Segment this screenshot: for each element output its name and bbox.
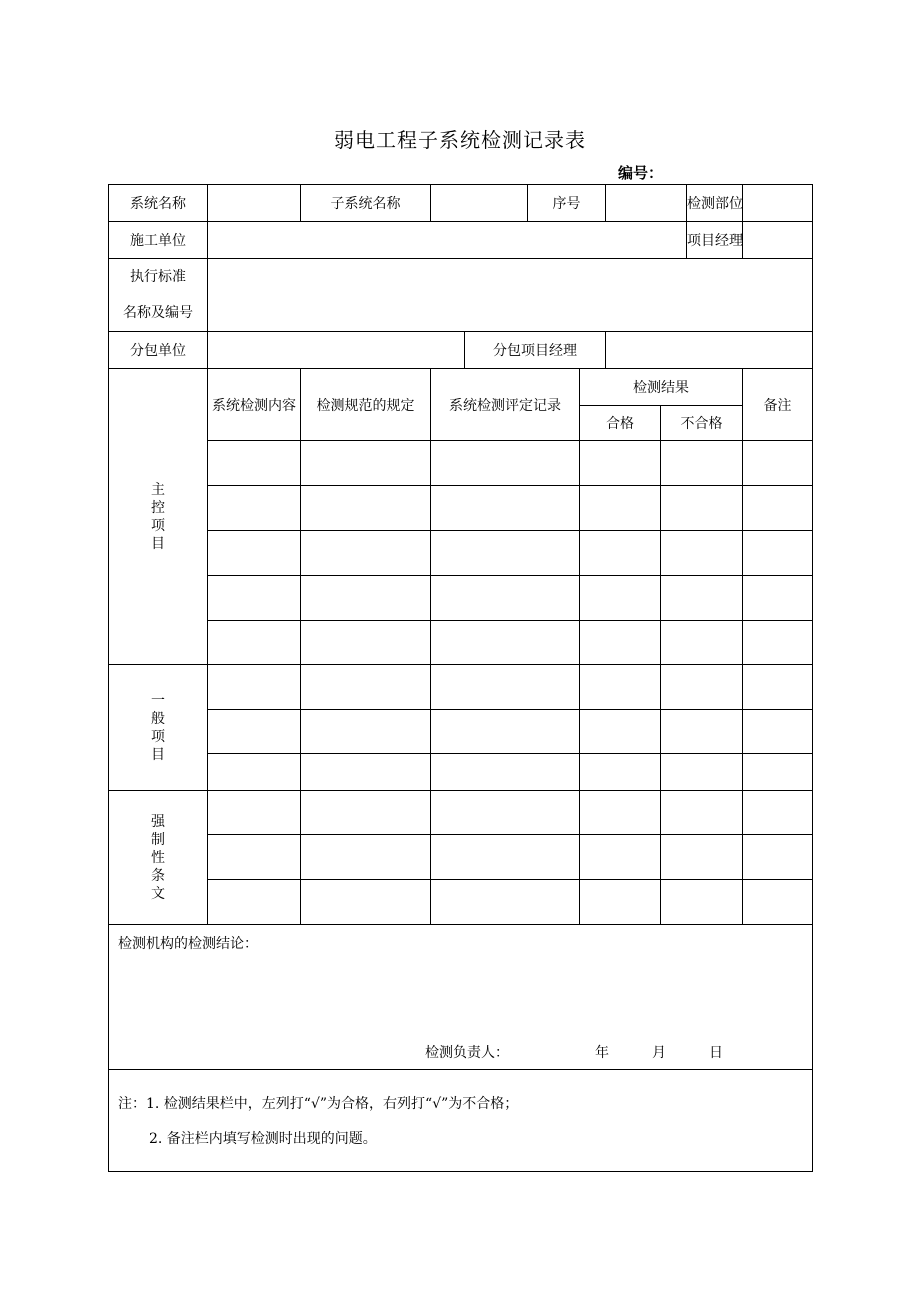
col-result-header: 检测结果	[580, 369, 743, 406]
inspection-location-label: 检测部位	[687, 185, 743, 222]
standard-label	[109, 259, 208, 332]
col-pass-header: 合格	[580, 406, 661, 441]
standard-label-line2: 名称及编号	[123, 305, 193, 321]
subsystem-name-field[interactable]	[431, 185, 528, 222]
conclusion-cell[interactable]	[109, 925, 813, 1070]
project-manager-field[interactable]	[743, 222, 813, 259]
standard-label-line1: 执行标准	[130, 269, 186, 285]
table-row	[109, 486, 813, 531]
note-1: 注：1. 检测结果栏中，左列打“√”为合格，右列打“√”为不合格；	[118, 1096, 519, 1112]
table-row	[109, 576, 813, 621]
section-general-text: 一般项目	[151, 692, 165, 763]
table-row	[109, 531, 813, 576]
subsystem-name-label: 子系统名称	[301, 185, 431, 222]
col-record-header: 系统检测评定记录	[431, 369, 580, 441]
system-name-label: 系统名称	[109, 185, 208, 222]
year-label: 年	[595, 1045, 609, 1061]
project-manager-label: 项目经理	[687, 222, 743, 259]
section-mandatory-text: 强制性条文	[151, 813, 165, 902]
standard-field[interactable]	[208, 259, 813, 332]
sequence-label: 序号	[528, 185, 606, 222]
section-label-general	[109, 665, 208, 791]
notes-cell	[109, 1070, 813, 1172]
sub-project-manager-field[interactable]	[606, 332, 813, 369]
section-label-mandatory	[109, 791, 208, 925]
section-label-main	[109, 369, 208, 665]
sub-project-manager-label: 分包项目经理	[465, 332, 606, 369]
subcontractor-label: 分包单位	[109, 332, 208, 369]
table-row	[109, 880, 813, 925]
form-title: 弱电工程子系统检测记录表	[334, 128, 586, 152]
system-name-field[interactable]	[208, 185, 301, 222]
signer-label: 检测负责人：	[425, 1045, 509, 1061]
table-row	[109, 665, 813, 710]
conclusion-label: 检测机构的检测结论：	[118, 936, 258, 952]
note-2: 2. 备注栏内填写检测时出现的问题。	[149, 1131, 377, 1147]
inspection-record-table	[108, 184, 813, 1172]
construction-unit-field[interactable]	[208, 222, 687, 259]
inspection-location-field[interactable]	[743, 185, 813, 222]
section-main-text: 主控项目	[151, 481, 165, 552]
col-fail-header: 不合格	[661, 406, 743, 441]
table-row	[109, 710, 813, 754]
subcontractor-field[interactable]	[208, 332, 465, 369]
construction-unit-label: 施工单位	[109, 222, 208, 259]
month-label: 月	[652, 1045, 666, 1061]
table-row	[109, 621, 813, 665]
col-remarks-header: 备注	[743, 369, 813, 441]
col-spec-header: 检测规范的规定	[301, 369, 431, 441]
table-row	[109, 441, 813, 486]
table-row	[109, 835, 813, 880]
sequence-field[interactable]	[606, 185, 687, 222]
table-row	[109, 754, 813, 791]
table-row	[109, 791, 813, 835]
day-label: 日	[709, 1045, 723, 1061]
serial-number-label: 编号：	[618, 164, 664, 182]
col-content-header: 系统检测内容	[208, 369, 301, 441]
